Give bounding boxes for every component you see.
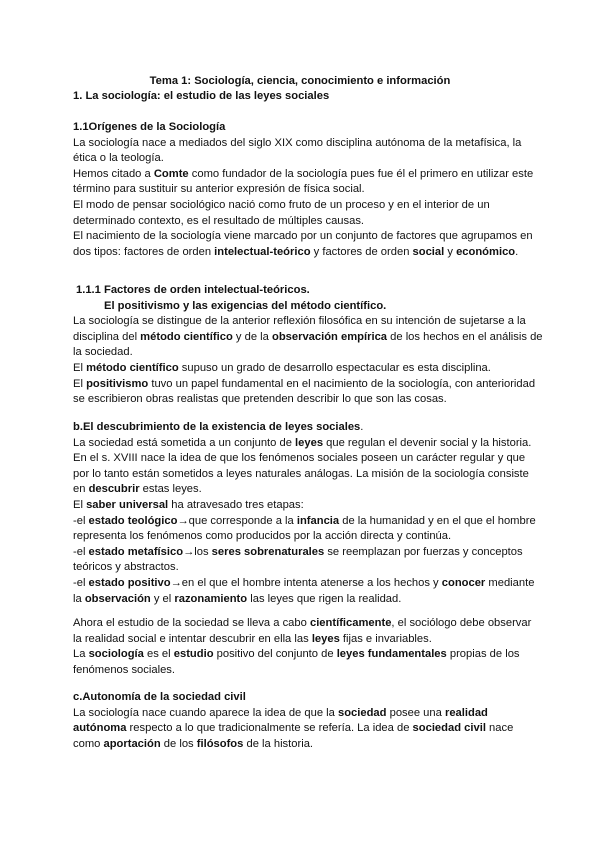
heading-c: c.Autonomía de la sociedad civil (73, 691, 246, 703)
paragraph: -el estado teológico→que corresponde a la infancia de la humanidad y en el que el hombre representa los fenómenos como producidos por la acción directa y continúa. (73, 514, 536, 543)
document-title: Tema 1: Sociología, ciencia, conocimiento e información (149, 75, 451, 87)
paragraph: -el estado positivo→en el que el hombre intenta atenerse a los hechos y conocer mediante la observación y el razonamiento las leyes que rigen la realidad. (73, 576, 535, 605)
paragraph: La sociología nace a mediados del siglo XIX como disciplina autónoma de la metafísica, la ética o la teología. (73, 136, 522, 165)
paragraph: La sociedad está sometida a un conjunto de leyes que regulan el devenir social y la historia. (73, 436, 532, 449)
section-c (73, 690, 543, 752)
heading-1-1: 1.1Orígenes de la Sociología (73, 121, 226, 133)
heading-b: b.El descubrimiento de la existencia de leyes sociales. (73, 421, 364, 433)
paragraph: El nacimiento de la sociología viene marcado por un conjunto de factores que agrupamos en dos tipos: factores de orden intelectual-teórico y factores de orden social y económico. (73, 230, 533, 258)
paragraph: El método científico supuso un grado de desarrollo espectacular es esta disciplina. (73, 361, 491, 374)
paragraph: El saber universal ha atravesado tres etapas: (73, 498, 304, 511)
heading-1-1-1: 1.1.1 Factores de orden intelectual-teóricos. (76, 284, 310, 296)
subheading-positivismo: El positivismo y las exigencias del método científico. (104, 299, 387, 312)
paragraph: -el estado metafísico→los seres sobrenaturales se reemplazan por fuerzas y conceptos teóricos y abstractos. (73, 545, 523, 574)
paragraph: La sociología se distingue de la anterior reflexión filosófica en su intención de sujetarse a la disciplina del método científico y de la observación empírica de los hechos en el análisis de la sociedad. (73, 315, 543, 359)
section-1-1-1 (73, 283, 543, 408)
section-1-heading (73, 89, 543, 105)
paragraph: La sociología nace cuando aparece la idea de que la sociedad posee una realidad autónoma respecto a lo que tradicionalmente se refería. La idea de sociedad civil nace como aportación de los filósofos de la historia. (73, 706, 514, 750)
paragraph: La sociología es el estudio positivo del conjunto de leyes fundamentales propias de los fenómenos sociales. (73, 648, 520, 676)
paragraph: El positivismo tuvo un papel fundamental en el nacimiento de la sociología, con anterioridad se escribieron obras realistas que pretenden describir lo que son las cosas. (73, 377, 536, 406)
section-b (73, 420, 543, 607)
paragraph: Ahora el estudio de la sociedad se lleva a cabo científicamente, el sociólogo debe observar la realidad social e intentar descubrir en ella las leyes fijas e invariables. (73, 617, 532, 645)
heading-1: 1. La sociología: el estudio de las leyes sociales (73, 90, 330, 102)
section-b-continued (73, 616, 543, 678)
paragraph: Hemos citado a Comte como fundador de la sociología pues fue él el primero en utilizar este término para sustituir su anterior expresión de física social. (73, 167, 534, 196)
paragraph: En el s. XVIII nace la idea de que los fenómenos sociales poseen un carácter regular y que por lo tanto están sometidos a leyes naturales análogas. La misión de la sociología consiste en descubrir estas leyes. (73, 452, 529, 496)
section-1-1 (73, 120, 543, 260)
paragraph: El modo de pensar sociológico nació como fruto de un proceso y en el interior de un determinado contexto, es el resultado de múltiples causas. (73, 198, 490, 227)
